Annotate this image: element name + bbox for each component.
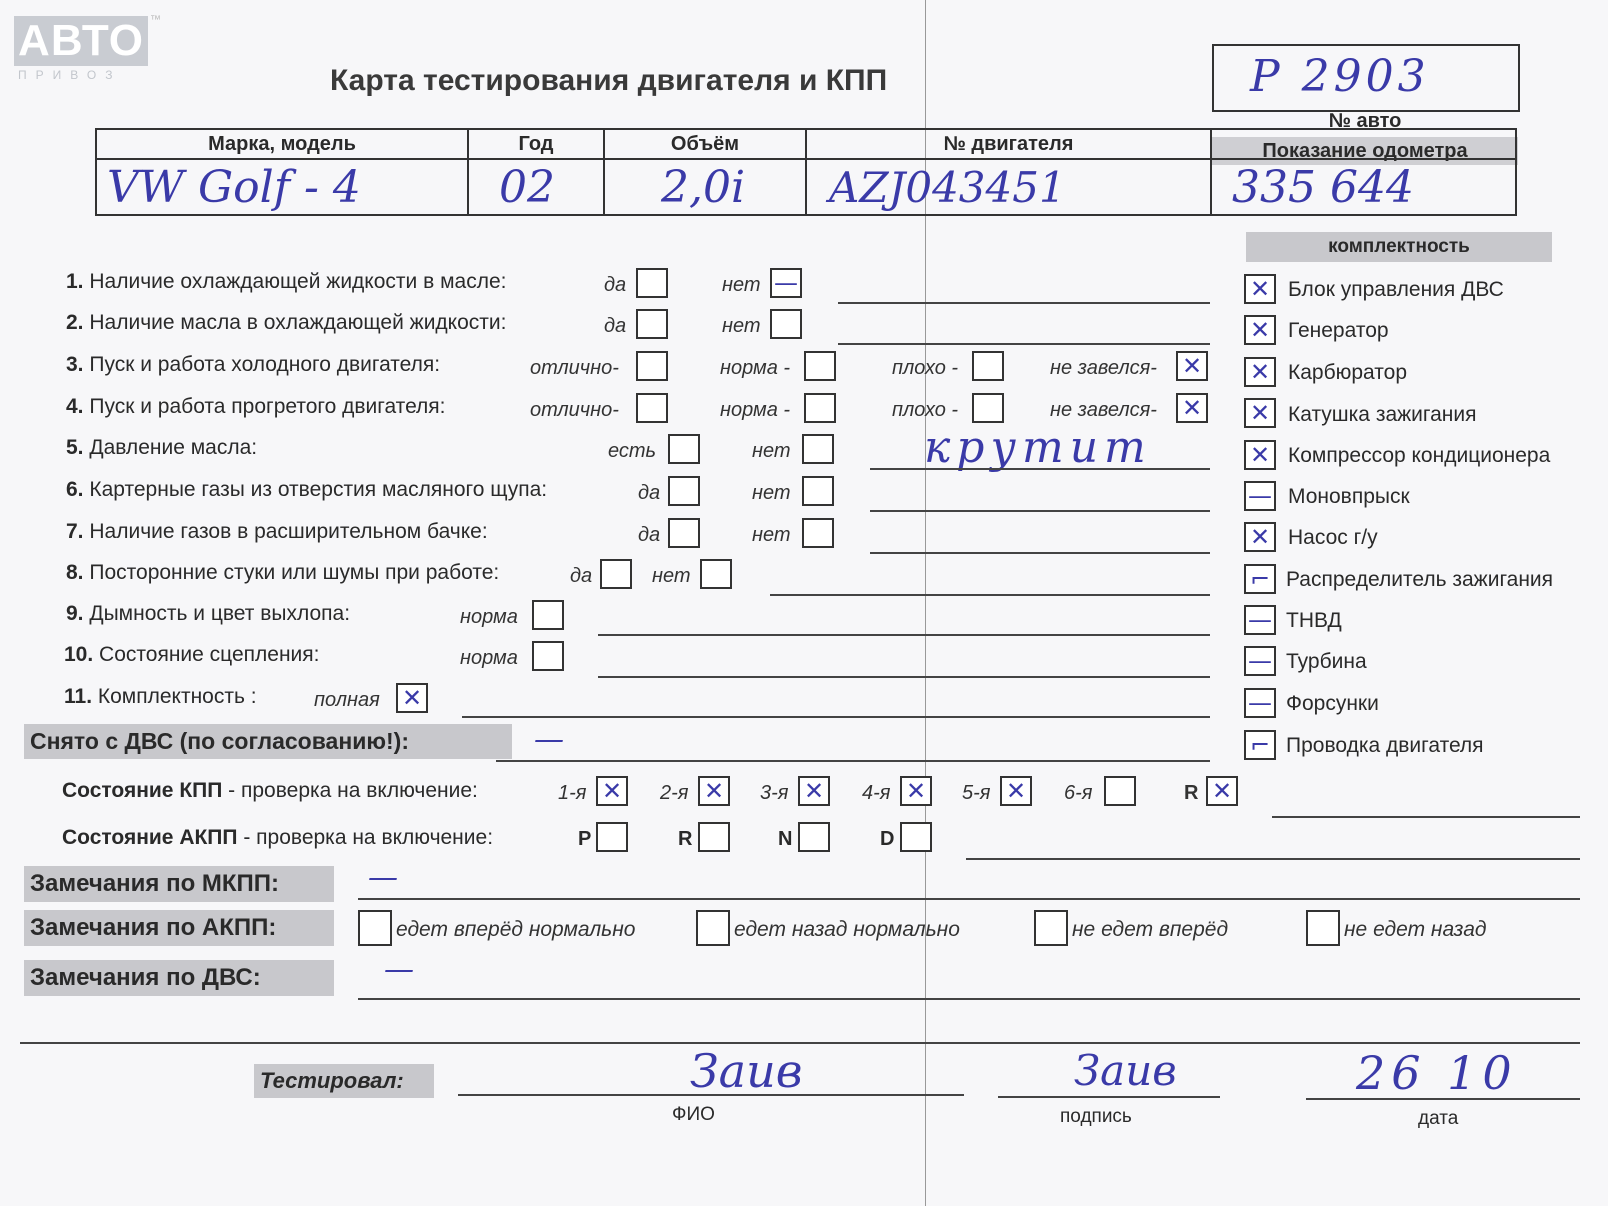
check-text: Наличие газов в расширительном бачке: bbox=[89, 520, 488, 543]
opt-label: да bbox=[638, 482, 661, 504]
logo-main: АВТО bbox=[14, 16, 148, 66]
col-volume bbox=[605, 130, 807, 214]
fio-label: ФИО bbox=[672, 1104, 715, 1125]
akpp-remark-option: едет назад нормально bbox=[734, 918, 960, 941]
akpp-label bbox=[62, 826, 493, 850]
checkbox[interactable]: ✕ bbox=[396, 683, 428, 713]
header-table bbox=[95, 128, 1517, 216]
akpp-gear-checkbox[interactable] bbox=[596, 822, 628, 852]
checkbox[interactable] bbox=[770, 309, 802, 339]
check-num: 8. bbox=[66, 561, 84, 584]
komp-checkbox[interactable]: ✕ bbox=[1244, 274, 1276, 304]
check-text: Состояние сцепления: bbox=[99, 643, 320, 666]
checkbox[interactable] bbox=[636, 393, 668, 423]
page-title: Карта тестирования двигателя и КПП bbox=[330, 64, 888, 97]
checkbox[interactable] bbox=[802, 518, 834, 548]
komp-item-label: ТНВД bbox=[1286, 609, 1342, 632]
checkbox[interactable] bbox=[804, 393, 836, 423]
answer-line bbox=[358, 898, 1580, 900]
akpp-remark-checkbox[interactable] bbox=[1306, 910, 1340, 946]
check-row-11 bbox=[64, 685, 257, 709]
komp-checkbox[interactable]: ✕ bbox=[1244, 440, 1276, 470]
komp-checkbox[interactable]: — bbox=[1244, 481, 1276, 511]
komp-item-label: Форсунки bbox=[1286, 692, 1379, 715]
komp-checkbox[interactable]: ✕ bbox=[1244, 522, 1276, 552]
gear-label: 1-я bbox=[558, 782, 587, 804]
answer-line bbox=[966, 858, 1580, 860]
oil-pressure-note: крутит bbox=[924, 422, 1152, 473]
gear-label: 2-я bbox=[660, 782, 689, 804]
check-row-8 bbox=[66, 561, 499, 585]
komplektnost-header: комплектность bbox=[1246, 232, 1552, 262]
check-text: Наличие масла в охлаждающей жидкости: bbox=[89, 311, 507, 334]
akpp-label-bold: Состояние АКПП bbox=[62, 826, 238, 849]
komp-checkbox[interactable]: — bbox=[1244, 605, 1276, 635]
komp-item-label: Карбюратор bbox=[1288, 361, 1408, 384]
check-num: 1. bbox=[66, 270, 84, 293]
komp-item-label: Катушка зажигания bbox=[1288, 403, 1477, 426]
gear-label: 3-я bbox=[760, 782, 789, 804]
col-engine-no bbox=[807, 130, 1212, 214]
opt-label: да bbox=[604, 274, 627, 296]
checkbox[interactable] bbox=[532, 600, 564, 630]
check-num: 3. bbox=[66, 353, 84, 376]
checkbox[interactable] bbox=[532, 641, 564, 671]
komp-checkbox[interactable]: ⌐ bbox=[1244, 730, 1276, 760]
komp-checkbox[interactable]: ✕ bbox=[1244, 357, 1276, 387]
check-row-1 bbox=[66, 270, 506, 294]
akpp-gear-label: D bbox=[880, 828, 895, 850]
check-num: 10. bbox=[64, 643, 94, 666]
check-row-5 bbox=[66, 436, 257, 460]
checkbox[interactable] bbox=[668, 434, 700, 464]
opt-label: нет bbox=[722, 274, 761, 296]
opt-label: норма bbox=[460, 647, 518, 669]
gear-label: R bbox=[1184, 782, 1199, 804]
checkbox[interactable]: ✕ bbox=[1176, 393, 1208, 423]
check-row-6 bbox=[66, 478, 547, 502]
col-year bbox=[469, 130, 605, 214]
opt-label: нет bbox=[752, 524, 791, 546]
checkbox[interactable] bbox=[700, 559, 732, 589]
komp-item-label: Насос г/у bbox=[1288, 526, 1378, 549]
opt-label: норма bbox=[460, 606, 518, 628]
signature-value: Заив bbox=[1074, 1046, 1177, 1095]
kpp-label-rest: - проверка на включение: bbox=[222, 779, 478, 802]
checkbox[interactable] bbox=[636, 309, 668, 339]
check-num: 9. bbox=[66, 602, 84, 625]
komp-checkbox[interactable]: ✕ bbox=[1244, 315, 1276, 345]
komp-checkbox[interactable]: — bbox=[1244, 646, 1276, 676]
col-make-label: Марка, модель bbox=[97, 130, 467, 160]
logo bbox=[14, 16, 148, 82]
check-num: 7. bbox=[66, 520, 84, 543]
checkbox[interactable] bbox=[972, 351, 1004, 381]
snyato-label: Снято с ДВС (по согласованию!): bbox=[24, 724, 512, 759]
gear-checkbox[interactable]: ✕ bbox=[596, 776, 628, 806]
akpp-gear-checkbox[interactable] bbox=[698, 822, 730, 852]
opt-label: отлично- bbox=[530, 357, 619, 379]
komp-item-label: Проводка двигателя bbox=[1286, 734, 1484, 757]
check-num: 11. bbox=[64, 685, 93, 708]
akpp-gear-label: N bbox=[778, 828, 793, 850]
col-make-value: VW Golf - 4 bbox=[107, 162, 361, 213]
answer-line bbox=[598, 634, 1210, 636]
check-text: Наличие охлаждающей жидкости в масле: bbox=[89, 270, 507, 293]
akpp-gear-checkbox[interactable] bbox=[798, 822, 830, 852]
col-odometer-spacer bbox=[1212, 130, 1515, 160]
remarks-dvs-value: — bbox=[384, 952, 414, 987]
opt-label: да bbox=[570, 565, 593, 587]
check-row-4 bbox=[66, 395, 446, 419]
check-text: Давление масла: bbox=[89, 436, 258, 459]
opt-label: нет bbox=[752, 482, 791, 504]
komp-item-label: Распределитель зажигания bbox=[1286, 568, 1554, 591]
remarks-dvs-label: Замечания по ДВС: bbox=[24, 960, 334, 996]
answer-line bbox=[598, 676, 1210, 678]
komp-item-label: Турбина bbox=[1286, 650, 1367, 673]
akpp-gear-label: P bbox=[578, 828, 592, 850]
checkbox[interactable] bbox=[668, 518, 700, 548]
opt-label: плохо - bbox=[892, 357, 959, 379]
opt-label: плохо - bbox=[892, 399, 959, 421]
auto-number-box bbox=[1212, 44, 1520, 112]
check-row-9 bbox=[66, 602, 350, 626]
date-value: 26 10 bbox=[1356, 1046, 1518, 1100]
logo-sub: ПРИВОЗ bbox=[18, 68, 122, 82]
opt-label: норма - bbox=[720, 399, 791, 421]
gear-label: 6-я bbox=[1064, 782, 1093, 804]
col-year-label: Год bbox=[469, 130, 603, 160]
col-volume-label: Объём bbox=[605, 130, 805, 160]
check-num: 2. bbox=[66, 311, 84, 334]
komp-item-label: Генератор bbox=[1288, 319, 1389, 342]
check-num: 4. bbox=[66, 395, 84, 418]
opt-label: нет bbox=[652, 565, 691, 587]
checkbox[interactable] bbox=[804, 351, 836, 381]
checkbox[interactable] bbox=[636, 268, 668, 298]
checkbox[interactable] bbox=[802, 476, 834, 506]
answer-line bbox=[838, 343, 1210, 345]
check-row-3 bbox=[66, 353, 440, 377]
remarks-mkpp-value: — bbox=[368, 860, 398, 895]
check-text: Пуск и работа прогретого двигателя: bbox=[89, 395, 446, 418]
odometer-label: Показание одометра bbox=[1212, 137, 1518, 165]
opt-label: отлично- bbox=[530, 399, 619, 421]
odometer-value: 335 644 bbox=[1232, 162, 1414, 213]
tested-label: Тестировал: bbox=[254, 1064, 434, 1098]
akpp-gear-label: R bbox=[678, 828, 693, 850]
check-text: Пуск и работа холодного двигателя: bbox=[89, 353, 441, 376]
akpp-remark-checkbox[interactable] bbox=[696, 910, 730, 946]
snyato-value: — bbox=[534, 722, 564, 757]
checkbox[interactable] bbox=[802, 434, 834, 464]
gear-label: 4-я bbox=[862, 782, 891, 804]
date-label: дата bbox=[1418, 1108, 1459, 1129]
opt-label: норма - bbox=[720, 357, 791, 379]
col-odometer bbox=[1212, 130, 1515, 214]
akpp-remark-checkbox[interactable] bbox=[358, 910, 392, 946]
opt-label: да bbox=[604, 315, 627, 337]
col-engine-no-value: AZJ043451 bbox=[829, 163, 1066, 212]
answer-line bbox=[838, 302, 1210, 304]
opt-label: нет bbox=[752, 440, 791, 462]
komp-checkbox[interactable]: — bbox=[1244, 688, 1276, 718]
col-volume-value: 2,0i bbox=[661, 162, 746, 213]
answer-line bbox=[870, 510, 1210, 512]
checkbox[interactable] bbox=[668, 476, 700, 506]
gear-checkbox[interactable] bbox=[1104, 776, 1136, 806]
check-num: 6. bbox=[66, 478, 84, 501]
remarks-mkpp-label: Замечания по МКПП: bbox=[24, 866, 334, 902]
answer-line bbox=[496, 760, 1210, 762]
opt-label: нет bbox=[722, 315, 761, 337]
checkbox[interactable]: — bbox=[770, 268, 802, 298]
check-text: Посторонние стуки или шумы при работе: bbox=[89, 561, 500, 584]
signature-label: подпись bbox=[1060, 1106, 1132, 1127]
logo-tm: ™ bbox=[150, 14, 161, 26]
check-text: Картерные газы из отверстия масляного щупа: bbox=[89, 478, 548, 501]
akpp-remark-option: не едет назад bbox=[1344, 918, 1487, 941]
checkbox[interactable]: ✕ bbox=[1176, 351, 1208, 381]
check-row-7 bbox=[66, 520, 488, 544]
col-make bbox=[97, 130, 469, 214]
opt-label: да bbox=[638, 524, 661, 546]
komp-checkbox[interactable]: ✕ bbox=[1244, 398, 1276, 428]
answer-line bbox=[1272, 816, 1580, 818]
fio-value: Заив bbox=[690, 1044, 803, 1098]
opt-label: полная bbox=[314, 689, 380, 711]
check-row-2 bbox=[66, 311, 506, 335]
auto-number-value: P 2903 bbox=[1250, 51, 1430, 102]
gear-label: 5-я bbox=[962, 782, 991, 804]
checkbox[interactable] bbox=[600, 559, 632, 589]
kpp-label-bold: Состояние КПП bbox=[62, 779, 223, 802]
akpp-remark-option: не едет вперёд bbox=[1072, 918, 1229, 941]
kpp-label bbox=[62, 779, 478, 803]
answer-line bbox=[770, 594, 1210, 596]
gear-checkbox[interactable]: ✕ bbox=[900, 776, 932, 806]
check-num: 5. bbox=[66, 436, 84, 459]
check-text: Комплектность : bbox=[97, 685, 257, 708]
checkbox[interactable] bbox=[636, 351, 668, 381]
answer-line bbox=[462, 716, 1210, 718]
col-year-value: 02 bbox=[499, 162, 555, 213]
signature-line bbox=[998, 1096, 1220, 1098]
akpp-remark-option: едет вперёд нормально bbox=[396, 918, 636, 941]
komp-item-label: Блок управления ДВС bbox=[1288, 278, 1504, 301]
komp-item-label: Моновпрыск bbox=[1288, 485, 1410, 508]
col-engine-no-label: № двигателя bbox=[807, 130, 1210, 160]
answer-line bbox=[358, 998, 1580, 1000]
gear-checkbox[interactable]: ✕ bbox=[1206, 776, 1238, 806]
opt-label: не завелся- bbox=[1050, 399, 1157, 421]
gear-checkbox[interactable]: ✕ bbox=[1000, 776, 1032, 806]
opt-label: не завелся- bbox=[1050, 357, 1157, 379]
check-row-10 bbox=[64, 643, 319, 667]
gear-checkbox[interactable]: ✕ bbox=[698, 776, 730, 806]
gear-checkbox[interactable]: ✕ bbox=[798, 776, 830, 806]
auto-number-label: № авто bbox=[1328, 110, 1402, 132]
akpp-gear-checkbox[interactable] bbox=[900, 822, 932, 852]
remarks-akpp-label: Замечания по АКПП: bbox=[24, 910, 334, 946]
check-text: Дымность и цвет выхлопа: bbox=[89, 602, 351, 625]
opt-label: есть bbox=[608, 440, 657, 462]
komp-checkbox[interactable]: ⌐ bbox=[1244, 564, 1276, 594]
answer-line bbox=[870, 552, 1210, 554]
answer-line bbox=[870, 468, 1210, 470]
checkbox[interactable] bbox=[972, 393, 1004, 423]
komp-item-label: Компрессор кондиционера bbox=[1288, 444, 1551, 467]
akpp-remark-checkbox[interactable] bbox=[1034, 910, 1068, 946]
akpp-label-rest: - проверка на включение: bbox=[237, 826, 494, 849]
